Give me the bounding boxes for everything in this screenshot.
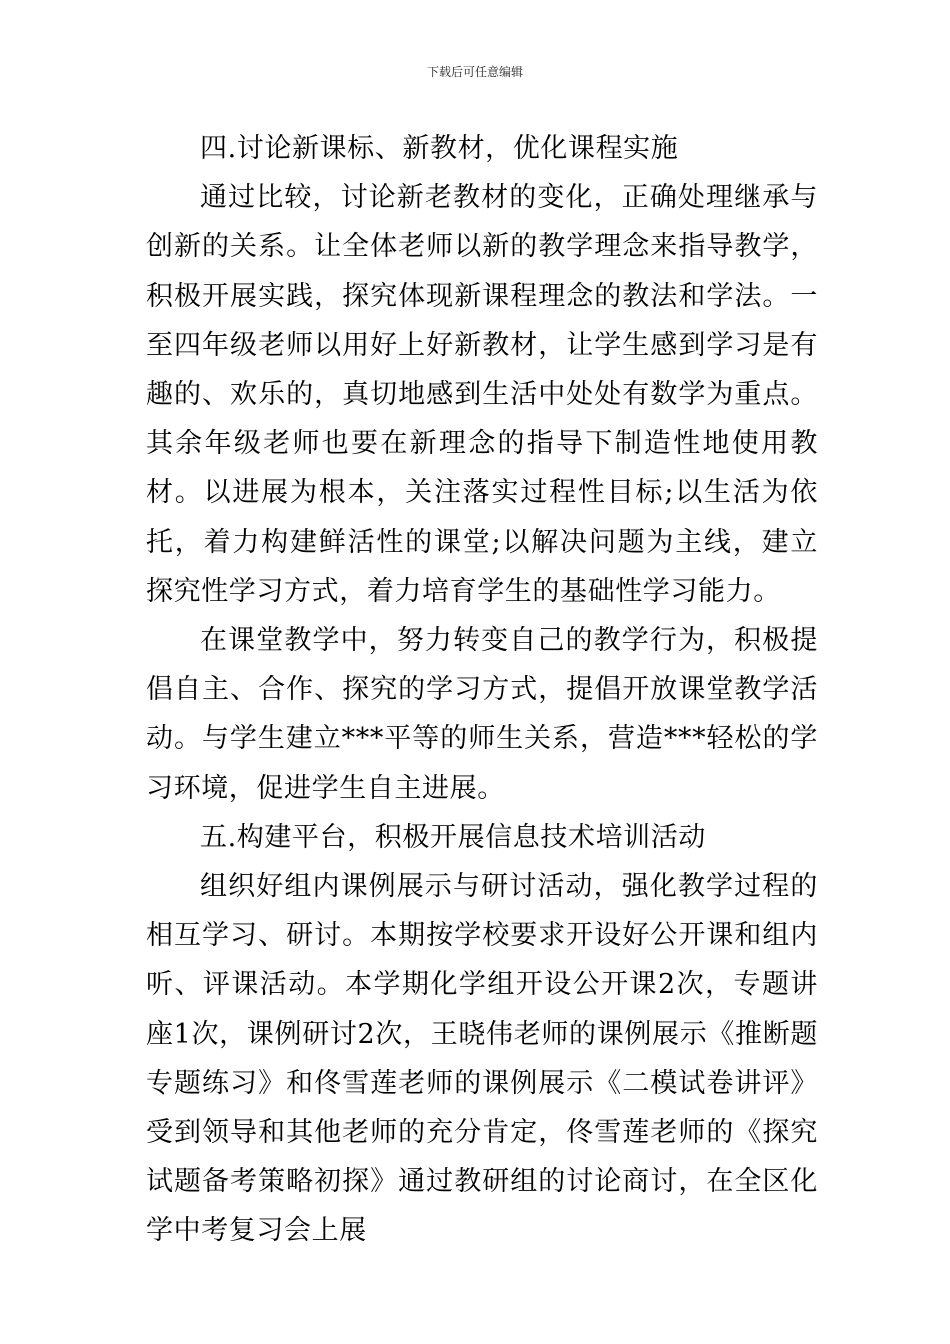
paragraph: 在课堂教学中，努力转变自己的教学行为，积极提倡自主、合作、探究的学习方式，提倡开放课堂教学活动。与学生建立***平等的师生关系，营造***轻松的学习环境，促进学生自主进展。 (146, 625, 818, 804)
paragraph: 组织好组内课例展示与研讨活动，强化教学过程的相互学习、研讨。本期按学校要求开设好公开课和组内听、评课活动。本学期化学组开设公开课2次，专题讲座1次，课例研讨2次，王晓伟老师的课例展示《推断题专题练习》和佟雪莲老师的课例展示《二模试卷讲评》受到领导和其他老师的充分肯定，佟雪莲老师的《探究试题备考策略初探》通过教研组的讨论商讨，在全区化学中考复习会上展 (146, 871, 818, 1247)
section-heading-5: 五.构建平台，积极开展信息技术培训活动 (200, 821, 706, 853)
document-body (146, 124, 818, 1256)
header-note: 下载后可任意编辑 (426, 65, 523, 79)
paragraph: 通过比较，讨论新老教材的变化，正确处理继承与创新的关系。让全体老师以新的教学理念来指导教学，积极开展实践，探究体现新课程理念的教法和学法。一至四年级老师以用好上好新教材，让学生感到学习是有趣的、欢乐的，真切地感到生活中处处有数学为重点。其余年级老师也要在新理念的指导下制造性地使用教材。以进展为根本，关注落实过程性目标;以生活为依托，着力构建鲜活性的课堂;以解决问题为主线，建立探究性学习方式，着力培育学生的基础性学习能力。 (146, 182, 818, 607)
section-heading-4: 四.讨论新课标、新教材，优化课程实施 (200, 133, 679, 164)
